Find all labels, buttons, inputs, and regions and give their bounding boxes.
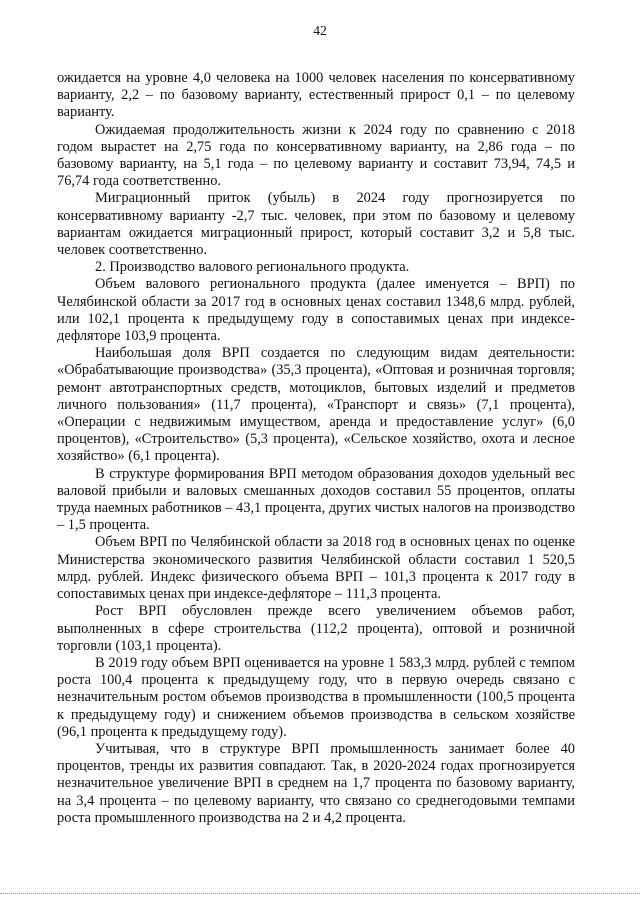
paragraph-fertility-continuation: ожидается на уровне 4,0 человека на 1000 человек населения по консервативному варианту, 2,2 – по базовому варианту, естественный прирост 0,1 – по целевому варианту. [57,70,575,121]
document-body [57,70,575,827]
paragraph-grp-growth-drivers: Рост ВРП обусловлен прежде всего увеличением объемов работ, выполненных в сфере строительства (112,2 процента), оптовой и розничной торговли (103,1 процента). [57,603,575,654]
section-heading-grp: 2. Производство валового регионального продукта. [95,259,410,276]
paragraph-migration: Миграционный приток (убыль) в 2024 году прогнозируется по консервативному варианту -2,7 тыс. человек, при этом по базовому и целевому вариантам ожидается миграционный прирост, который составит 3,2 и 5,8 тыс. человек соответственно. [57,190,575,259]
paragraph-grp-2018: Объем ВРП по Челябинской области за 2018 год в основных ценах по оценке Министерства экономического развития Челябинской области составил 1 520,5 млрд. рублей. Индекс физического объема ВРП – 101,3 процента к 2017 году в сопоставимых ценах при индексе-дефляторе – 111,3 процента. [57,534,575,603]
page-number: 42 [313,23,327,38]
paragraph-grp-income-structure: В структуре формирования ВРП методом образования доходов удельный вес валовой прибыли и валовых смешанных доходов составил 55 процентов, оплаты труда наемных работников – 43,1 процента, других чистых налогов на производство – 1,5 процента. [57,465,576,534]
paragraph-grp-2017: Объем валового регионального продукта (далее именуется – ВРП) по Челябинской области за 2017 год в основных ценах составил 1348,6 млрд. рублей, или 102,1 процента к предыдущему году в сопоставимых ценах при индексе-дефляторе 103,9 процента. [57,276,575,345]
paragraph-grp-2019: В 2019 году объем ВРП оценивается на уровне 1 583,3 млрд. рублей с темпом роста 100,4 процента к предыдущему году, что в первую очередь связано с незначительным ростом объемов производства в промышленности (100,5 процента к предыдущему году) и снижением объемов производства в сельском хозяйстве (96,1 процента к предыдущему году). [57,654,575,740]
paragraph-grp-activities: Наибольшая доля ВРП создается по следующим видам деятельности: «Обрабатывающие производства» (35,3 процента), «Оптовая и розничная торговля; ремонт автотранспортных средств, мотоциклов, бытовых изделий и предметов личного пользования» (11,7 процента), «Транспорт и связь» (7,1 процента), «Операции с недвижимым имуществом, аренда и предоставление услуг» (6,0 процентов), «Строительство» (5,3 процента), «Сельское хозяйство, охота и лесное хозяйство» (6,1 процента). [57,345,575,465]
paragraph-grp-forecast: Учитывая, что в структуре ВРП промышленность занимает более 40 процентов, тренды их развития совпадают. Так, в 2020-2024 годах прогнозируется незначительное увеличение ВРП в среднем на 1,7 процента по базовому варианту, на 3,4 процента – по целевому варианту, что связано со среднегодовыми темпами роста промышленного производства на 2 и 4,2 процента. [57,740,575,826]
paragraph-life-expectancy: Ожидаемая продолжительность жизни к 2024 году по сравнению с 2018 годом вырастет на 2,75 года по консервативному варианту, на 2,86 года – по базовому варианту, на 5,1 года – по целевому варианту и составит 73,94, 74,5 и 76,74 года соответственно. [57,121,575,190]
bottom-dotted-rule [0,893,640,894]
